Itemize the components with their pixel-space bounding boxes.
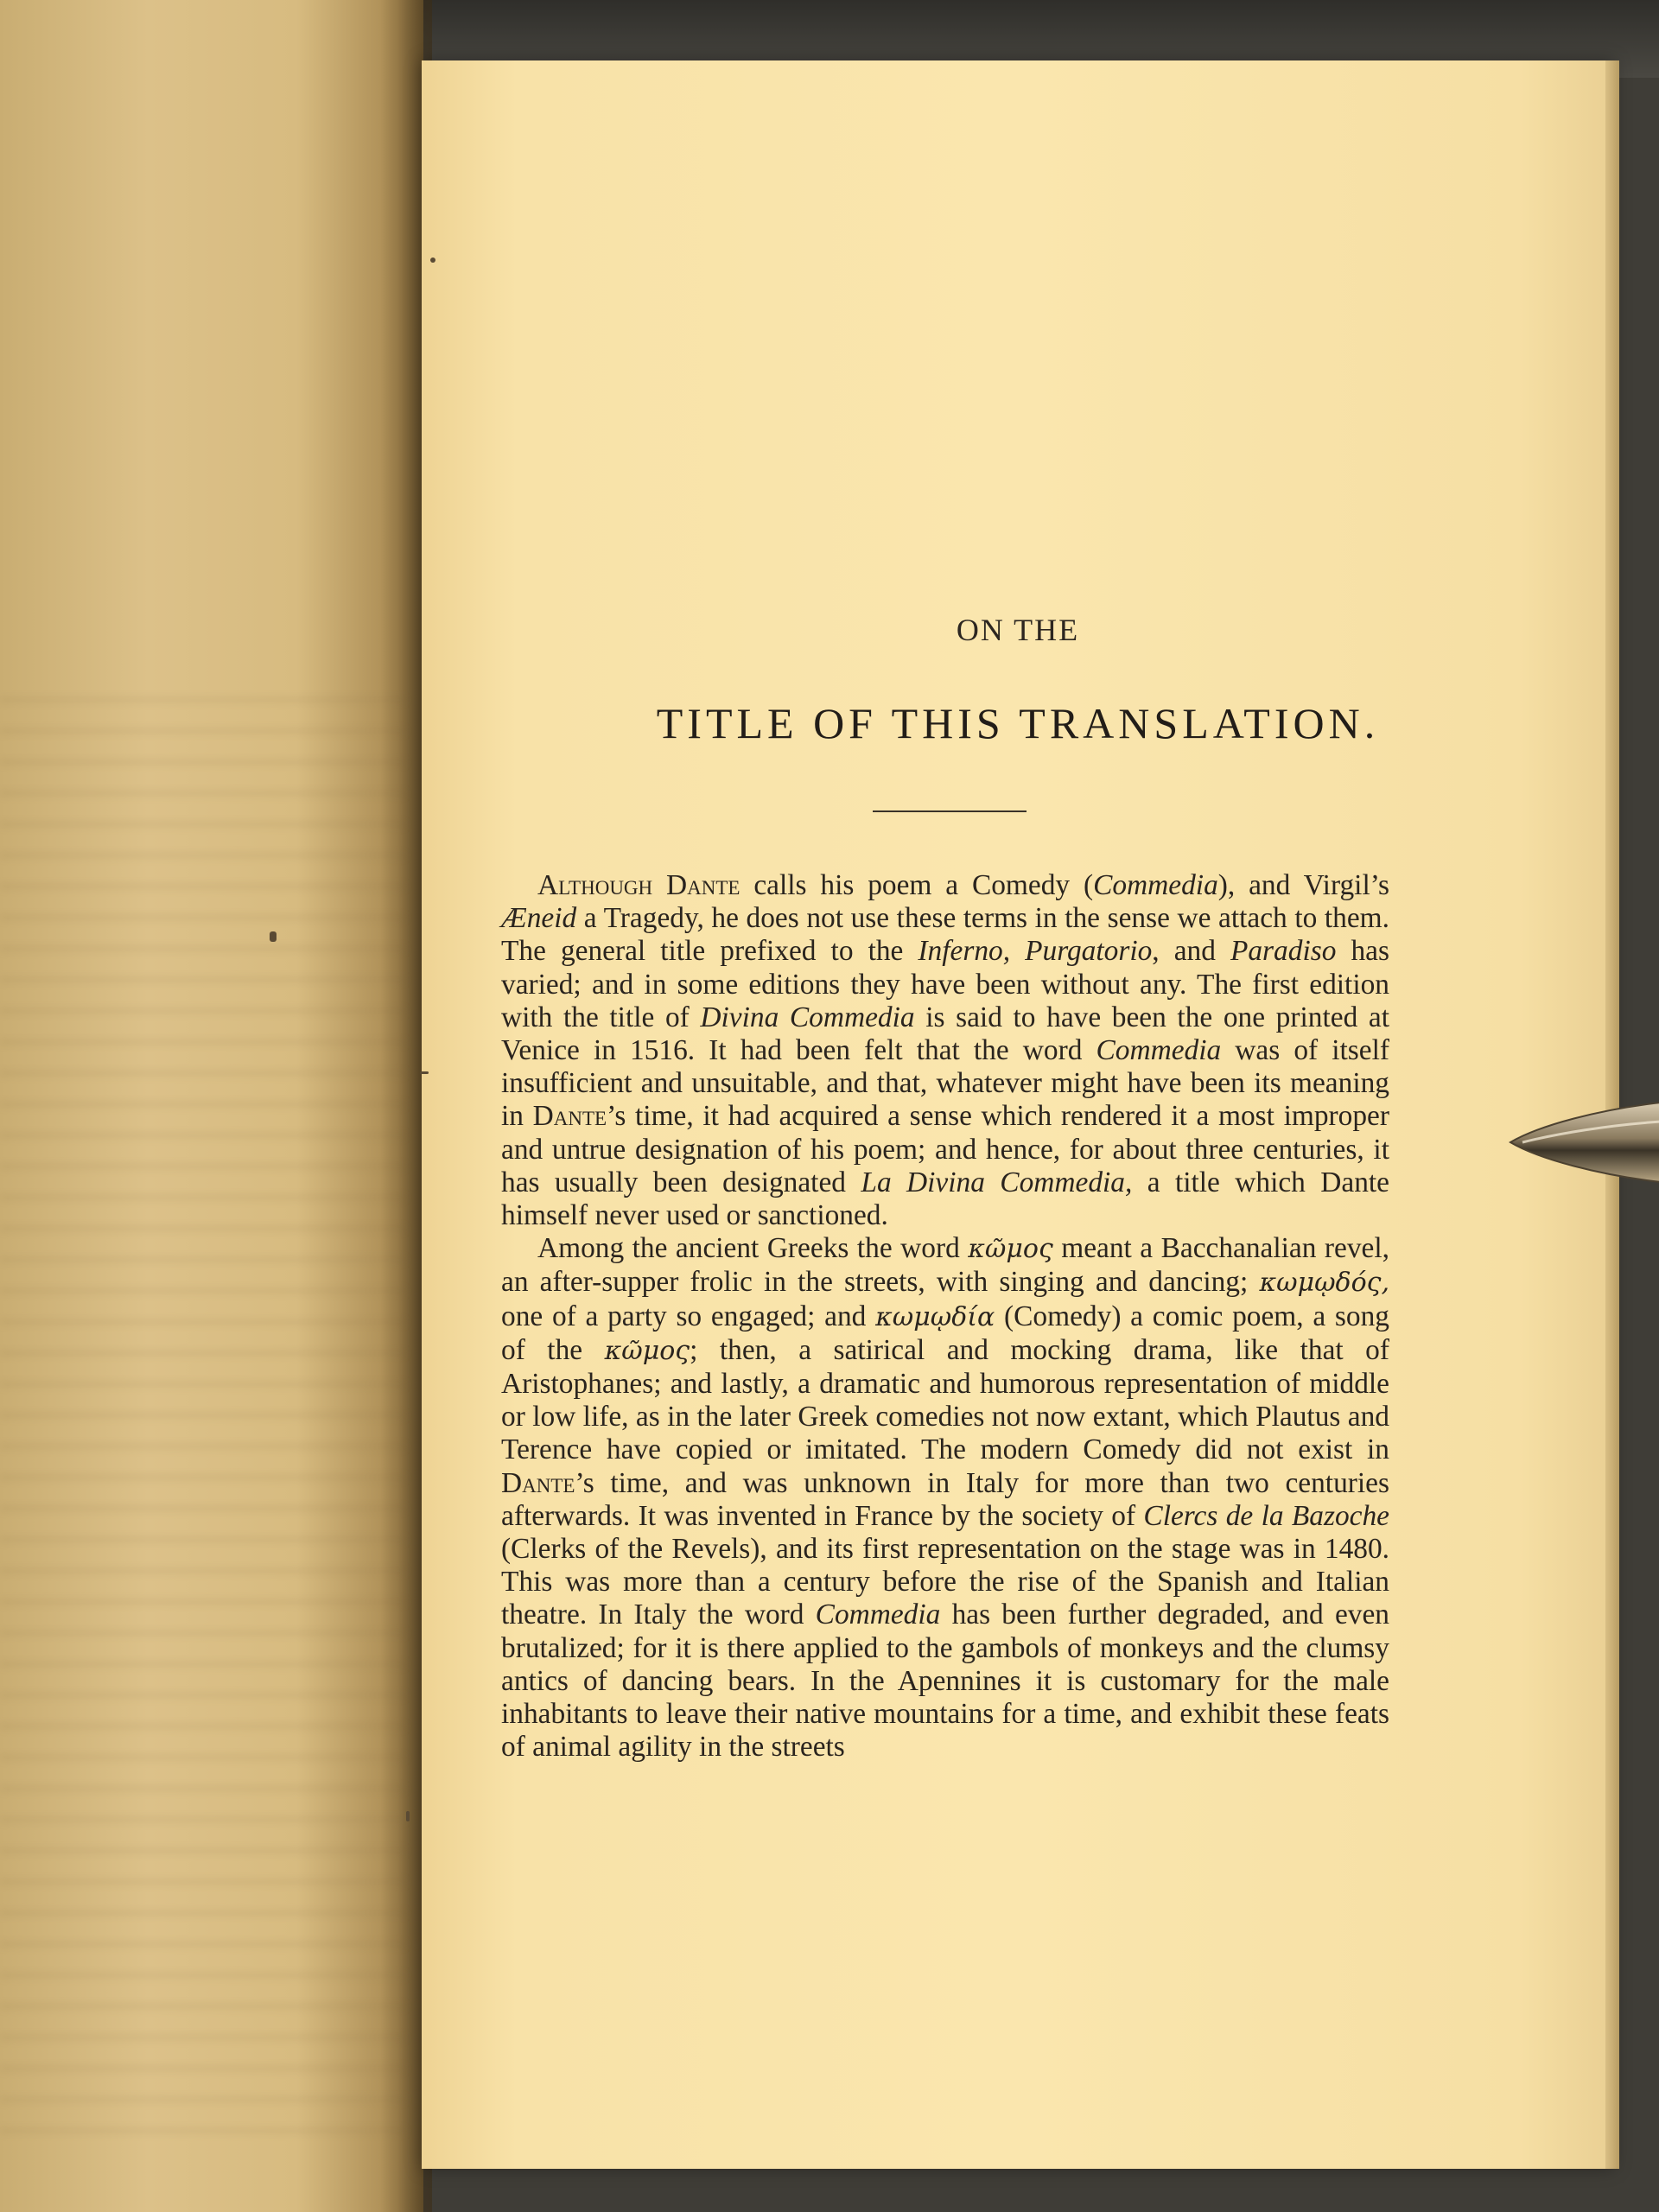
text-run: is said to have been the one printed at Venice in 1516. It had been felt that the word <box>501 1001 1389 1067</box>
text-run: ; then, a satirical and mocking drama, like that of Aristophanes; and lastly, a dramatic and humorous representation of middle or low life, as in the later Greek comedies not now extant, which Plautus and Terence have copied or imitated. The modern Comedy did not exist in <box>501 1333 1389 1466</box>
italic-run: Clercs de la Bazoche <box>1143 1499 1390 1532</box>
text-run: ’s time, and was unknown in Italy for more than two centuries afterwards. It was invented in France by the society of <box>501 1466 1389 1532</box>
small-caps-run: Dante <box>501 1466 575 1499</box>
greek-word: κῶμος <box>604 1335 690 1366</box>
italic-run: Æneid <box>501 902 577 935</box>
text-run: has varied; and in some editions they have been without any. The first edition with the title of <box>501 935 1389 1033</box>
text-run: one of a party so engaged; and <box>501 1300 876 1332</box>
left-page-bleed-through <box>0 674 406 2143</box>
text-run: calls his poem a Comedy ( <box>740 869 1094 901</box>
italic-run: Paradiso <box>1230 935 1337 968</box>
title-rule <box>873 810 1027 812</box>
italic-run: Divina Commedia <box>700 1001 915 1033</box>
small-caps-run: Dante <box>666 869 741 901</box>
margin-mark <box>430 257 435 263</box>
text-run: (Comedy) a comic poem, a song of the <box>501 1300 1390 1366</box>
text-run: meant a Bacchanalian revel, an after-supper frolic in the streets, with singing and dancing; <box>501 1232 1389 1299</box>
italic-run: Commedia <box>1096 1034 1222 1067</box>
text-run: has been further degraded, and even brutalized; for it is there applied to the gambols of monkeys and the clumsy antics of dancing bears. In the Apennines it is customary for the male inhabitants to leave their native mountains for a time, and exhibit these feats of animal agility in the streets <box>501 1599 1389 1764</box>
text-run: , and <box>1152 935 1230 968</box>
margin-mark <box>420 1071 429 1074</box>
text-run: (Clerks of the Revels), and its first representation on the stage was in 1480. This was more than a century before the rise of the Spanish and Italian theatre. In Italy the word <box>501 1533 1389 1631</box>
chapter-heading-prefix: ON THE <box>956 613 1080 647</box>
italic-run: La Divina Commedia, <box>861 1166 1133 1198</box>
left-facing-page <box>0 0 423 2212</box>
text-run <box>652 869 666 901</box>
greek-word: κωμῳδός, <box>1259 1268 1389 1299</box>
text-run: ), and Virgil’s <box>1217 869 1389 901</box>
margin-mark <box>270 931 276 942</box>
paragraph <box>501 1232 1389 1764</box>
italic-run: Commedia <box>1093 869 1218 901</box>
text-run: was of itself insufficient and unsuitable, and that, whatever might have been its meaning in <box>501 1034 1389 1133</box>
italic-run: Commedia <box>815 1599 941 1631</box>
italic-run: Inferno, Purgatorio <box>918 935 1153 968</box>
greek-word: κῶμος <box>968 1234 1053 1265</box>
small-caps-run: Although <box>537 869 653 901</box>
small-caps-run: Dante <box>532 1100 607 1133</box>
body-text <box>501 869 1389 1764</box>
greek-word: κωμῳδία <box>875 1301 995 1332</box>
text-run: a Tragedy, he does not use these terms in the sense we attach to them. The general title prefixed to the <box>501 902 1389 968</box>
page-pointer-clip <box>1505 1099 1659 1185</box>
margin-mark <box>406 1811 410 1821</box>
paragraph <box>501 869 1389 1232</box>
text-run: ’s time, it had acquired a sense which rendered it a most improper and untrue designation of his poem; and hence, for about three centuries, it has usually been designated <box>501 1100 1389 1198</box>
chapter-title: TITLE OF THIS TRANSLATION. <box>656 699 1380 747</box>
text-run: a title which Dante himself never used or sanctioned. <box>501 1166 1389 1232</box>
text-run: Among the ancient Greeks the word <box>537 1232 969 1265</box>
